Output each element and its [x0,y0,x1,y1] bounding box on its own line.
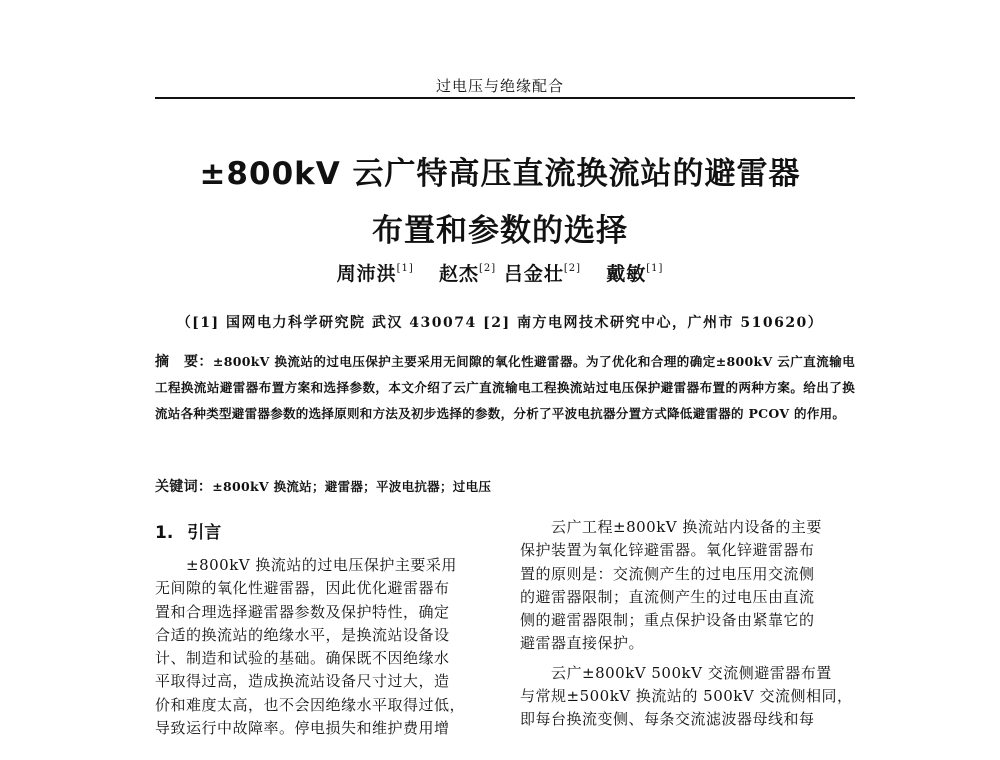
author-affiliation-mark: [1] [646,263,664,274]
author-name: 周沛洪 [336,263,397,285]
author-affiliation-mark: [1] [396,263,414,274]
title-line-1: ±800kV 云广特高压直流换流站的避雷器 [199,156,801,192]
author-name: 吕金壮 [503,263,564,285]
body-line: 保护装置为氧化锌避雷器。氧化锌避雷器布 [520,541,815,560]
body-line: 平取得过高，造成换流站设备尺寸过大，造 [155,672,450,691]
author-name: 戴敏 [606,263,647,285]
left-column [155,554,490,740]
body-line: 计、制造和试验的基础。确保既不因绝缘水 [155,649,450,668]
body-line: 置的原则是：交流侧产生的过电压用交流侧 [520,564,815,583]
abstract-text: ±800kV 换流站的过电压保护主要采用无间隙的氧化性避雷器。为了优化和合理的确定±800kV 云广直流输电工程换流站避雷器布置方案和选择参数，本文介绍了云广直流输电工程换流站过电压保护避雷器布置的两种方案。给出了换流站各种类型避雷器参数的选择原则和方法及初步选择的参数，分析了平波电抗器分置方式降低避雷器的 PCOV 的作用。 [155,354,855,421]
body-line: 无间隙的氧化性避雷器，因此优化避雷器布 [155,579,450,598]
body-line: 即每台换流变侧、每条交流滤波器母线和每 [520,710,815,729]
body-line: 云广工程±800kV 换流站内设备的主要 [551,518,822,536]
author-affiliation-mark: [2] [479,263,497,274]
right-column [520,516,855,732]
header-rule [155,97,855,99]
section-number: 1. [155,523,174,543]
author-name: 赵杰 [439,263,480,285]
abstract [155,349,855,427]
body-line: 侧的避雷器限制；重点保护设备由紧靠它的 [520,611,815,630]
keywords [155,474,855,500]
body-line: 置和合理选择避雷器参数及保护特性，确定 [155,602,450,621]
body-line: 价和难度太高，也不会因绝缘水平取得过低， [155,695,466,714]
running-header: 过电压与绝缘配合 [435,77,564,95]
author-list [0,259,1000,286]
body-line: ±800kV 换流站的过电压保护主要采用 [186,556,457,574]
body-line: 避雷器直接保护。 [520,634,645,653]
keywords-label: 关键词： [155,479,213,495]
body-line: 导致运行中故障率。停电损失和维护费用增 [155,719,450,738]
abstract-label: 摘 要： [155,354,213,370]
body-line: 云广±800kV 500kV 交流侧避雷器布置 [551,663,832,682]
body-line: 合适的换流站的绝缘水平，是换流站设备设 [155,625,450,644]
affiliations: （[1] 国网电力科学研究院 武汉 430074 [2] 南方电网技术研究中心，广州市 510620） [176,315,824,331]
keywords-text: ±800kV 换流站；避雷器；平波电抗器；过电压 [212,479,492,494]
section-heading [155,518,221,543]
title-line-2: 布置和参数的选择 [372,213,628,249]
body-line: 的避雷器限制；直流侧产生的过电压由直流 [520,587,815,606]
author-affiliation-mark: [2] [563,263,581,274]
section-title: 引言 [187,523,222,543]
body-line: 与常规±500kV 换流站的 500kV 交流侧相同， [520,687,853,706]
